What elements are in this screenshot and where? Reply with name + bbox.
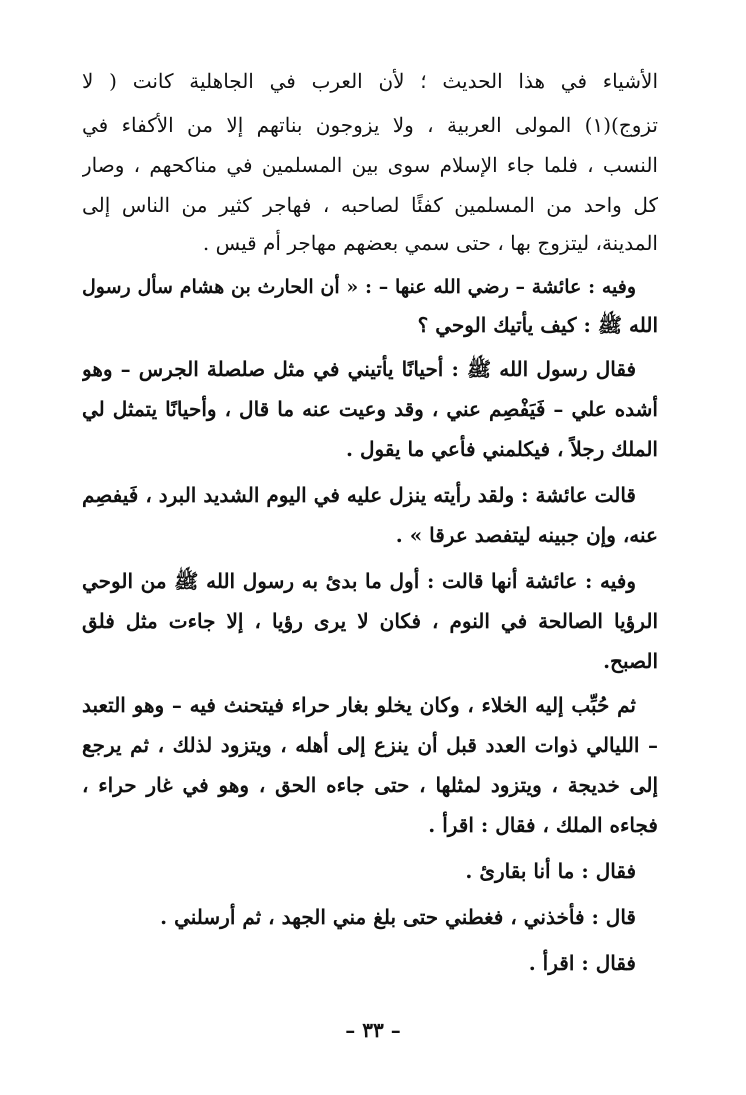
text-line: قالت عائشة : ولقد رأيته ينزل عليه في اليوم الشديد البرد ، فَيفصِم <box>82 483 636 507</box>
text-line: كل واحد من المسلمين كفئًا لصاحبه ، فهاجر كثير من الناس إلى <box>82 193 658 217</box>
text-line: فقال رسول الله ﷺ : أحيانًا يأتيني في مثل صلصلة الجرس – وهو <box>82 357 636 381</box>
text-line: فقال : اقرأ . <box>528 951 636 975</box>
text-line: المدينة، ليتزوج بها ، حتى سمي بعضهم مهاجر أم قيس . <box>202 231 658 255</box>
text-line: ثم حُبِّب إليه الخلاء ، وكان يخلو بغار حراء فيتحنث فيه – وهو التعبد <box>82 693 636 717</box>
text-line: عنه، وإن جبينه ليتفصد عرقا » . <box>395 523 658 547</box>
text-line: تزوج)(١) المولى العربية ، ولا يزوجون بناتهم إلا من الأكفاء في <box>82 113 658 137</box>
text-line: – الليالي ذوات العدد قبل أن ينزع إلى أهله ، ويتزود لذلك ، ثم يرجع <box>82 733 658 757</box>
text-line: إلى خديجة ، ويتزود لمثلها ، حتى جاءه الحق ، وهو في غار حراء ، <box>82 773 658 797</box>
text-line: وفيه : عائشة أنها قالت : أول ما بدئ به رسول الله ﷺ من الوحي <box>82 569 636 593</box>
text-line: النسب ، فلما جاء الإسلام سوى بين المسلمين في مناكحهم ، وصار <box>82 153 658 177</box>
text-line: فقال : ما أنا بقارئ . <box>465 859 636 883</box>
text-line: الملك رجلاً ، فيكلمني فأعي ما يقول . <box>346 437 658 461</box>
text-line: قال : فأخذني ، فغطني حتى بلغ مني الجهد ، ثم أرسلني . <box>160 905 636 929</box>
text-line: الله ﷺ : كيف يأتيك الوحي ؟ <box>417 313 658 337</box>
text-line: فجاءه الملك ، فقال : اقرأ . <box>428 813 658 837</box>
text-line: وفيه : عائشة – رضي الله عنها – : « أن الحارث بن هشام سأل رسول <box>82 276 636 298</box>
text-line: الأشياء في هذا الحديث ؛ لأن العرب في الجاهلية كانت ( لا <box>82 69 658 93</box>
text-line: الرؤيا الصالحة في النوم ، فكان لا يرى رؤيا ، إلا جاءت مثل فلق <box>82 609 658 633</box>
page-number: – ٣٣ – <box>345 1018 401 1042</box>
text-line: الصبح. <box>603 649 658 673</box>
text-line: أشده علي – فَيَفْصِم عني ، وقد وعيت عنه ما قال ، وأحيانًا يتمثل لي <box>82 397 658 421</box>
